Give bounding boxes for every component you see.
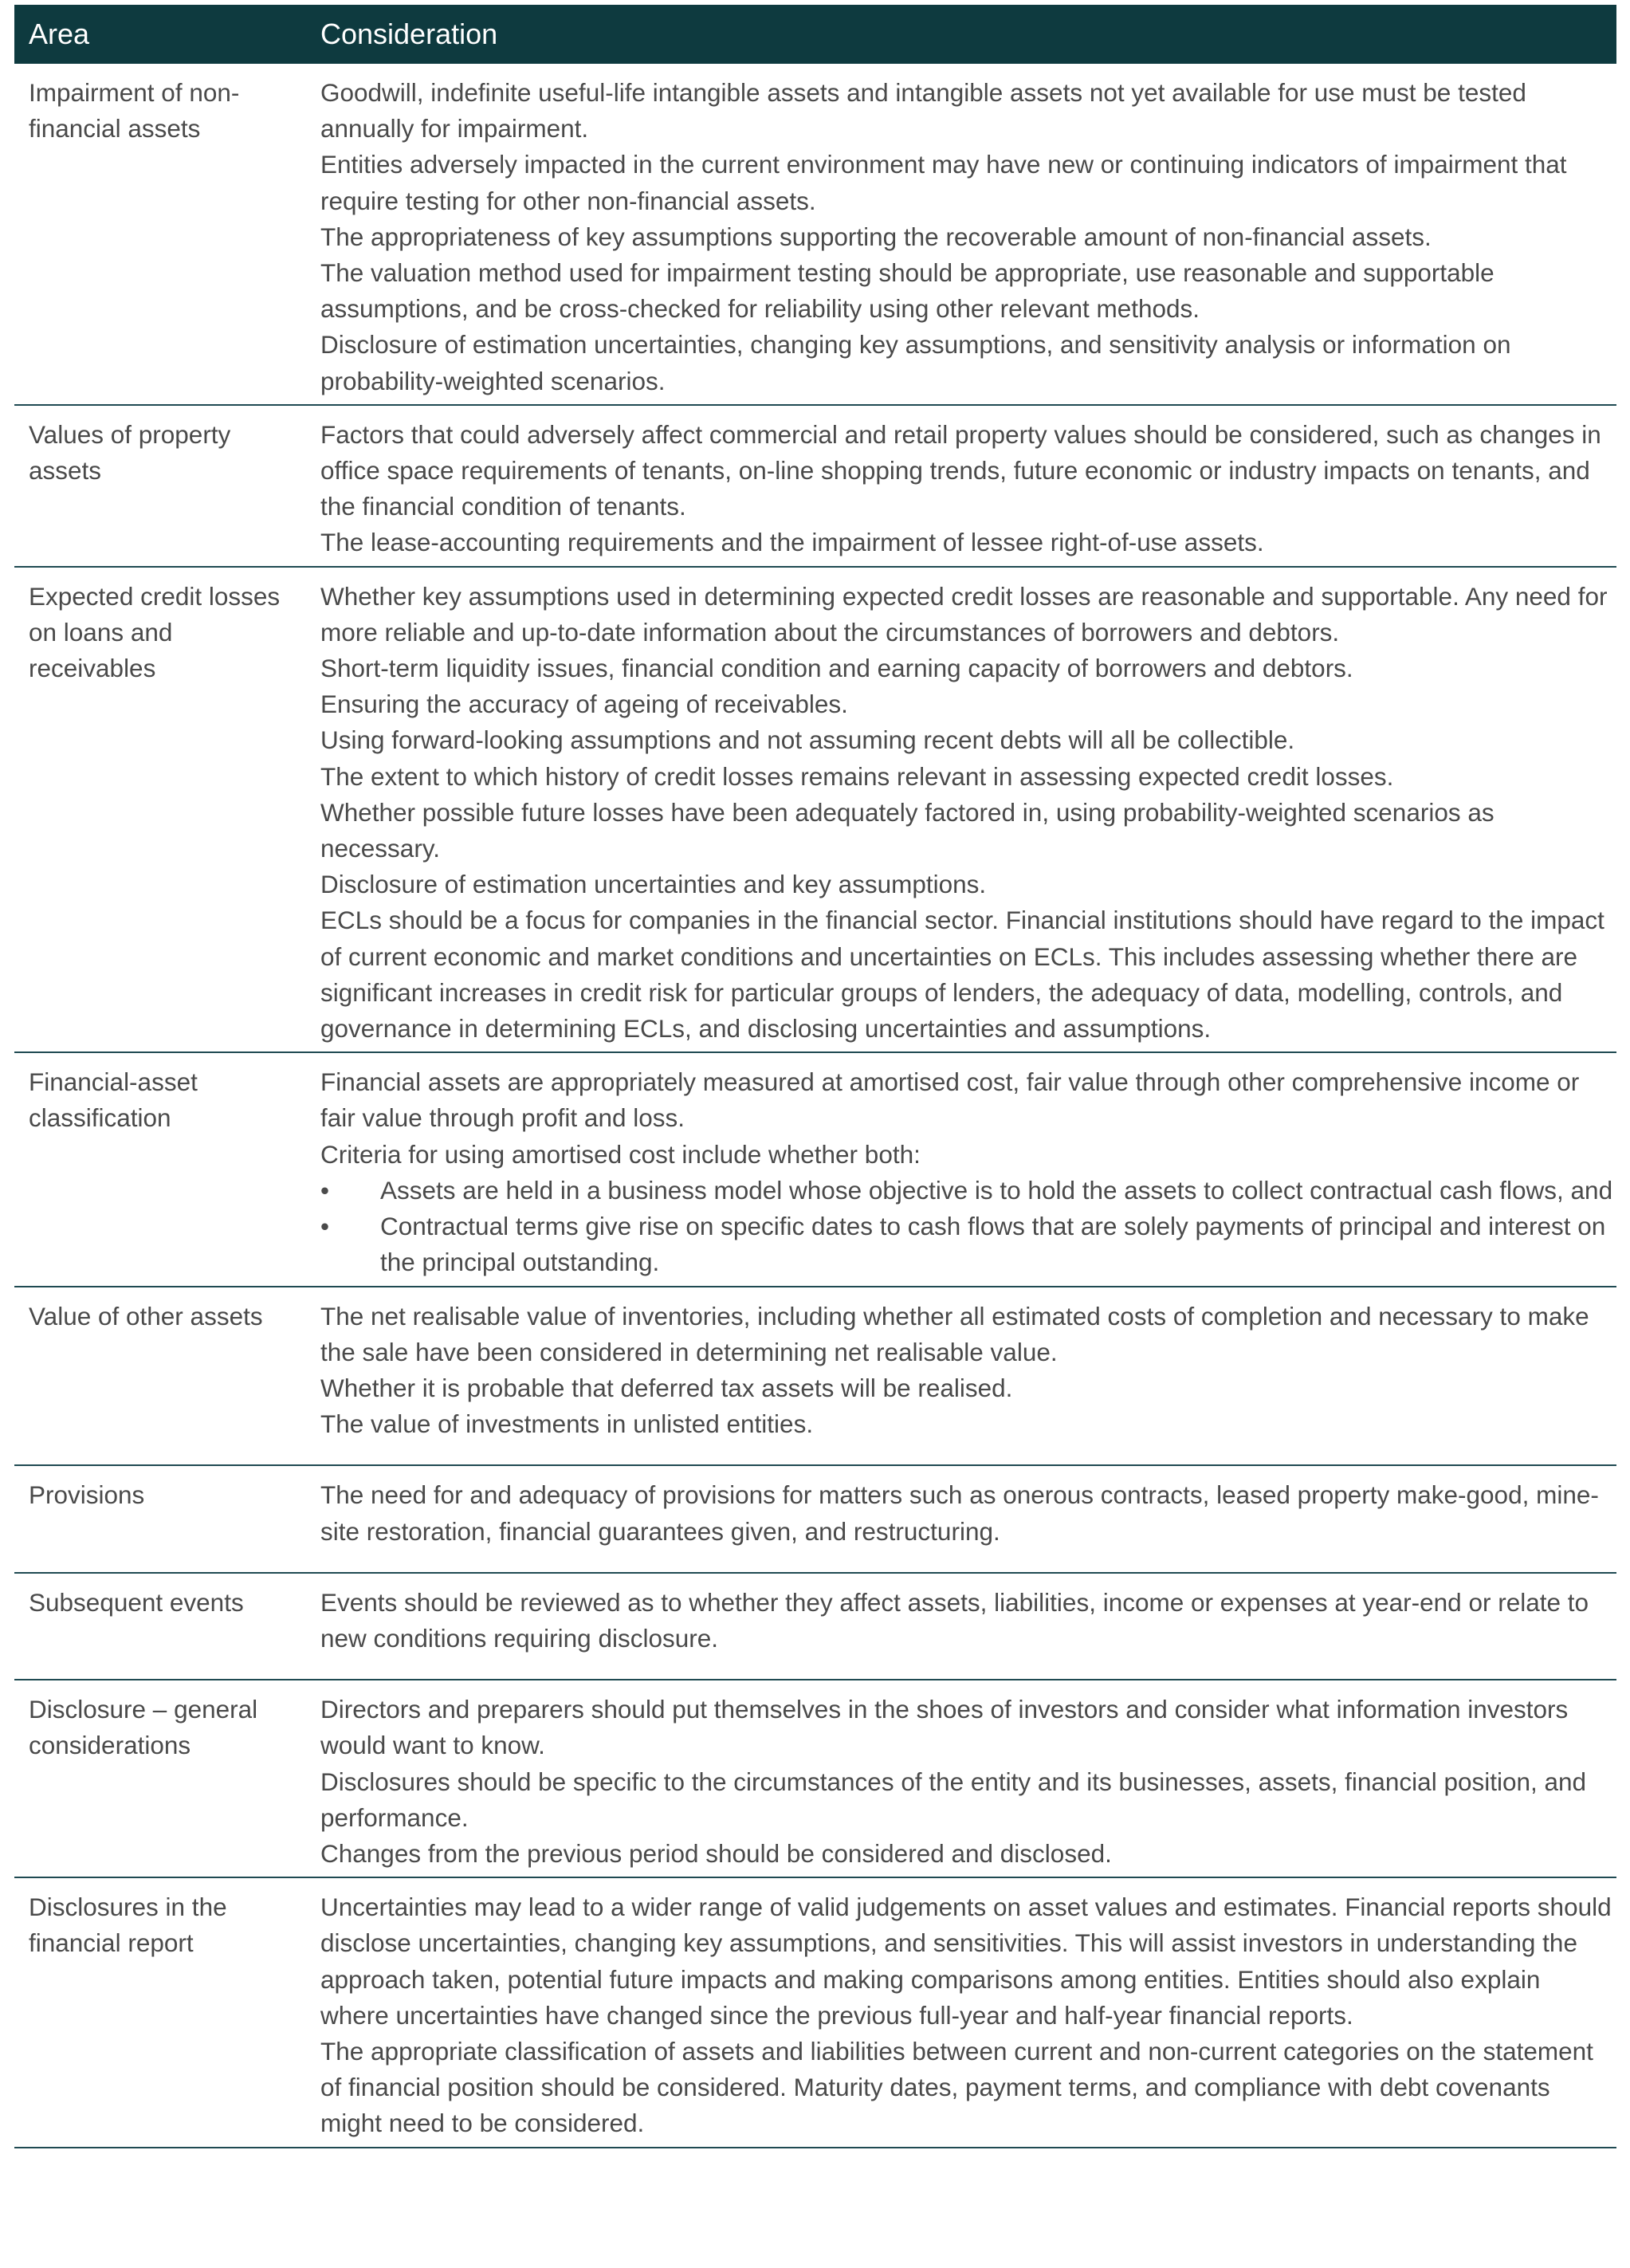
consideration-cell xyxy=(319,1287,1616,1466)
area-cell: Values of property assets xyxy=(14,405,319,567)
consideration-paragraph: Factors that could adversely affect commercial and retail property values should be considered, such as changes in office space requirements of tenants, on-line shopping trends, future economic or industry impacts on tenants, and the financial condition of tenants. xyxy=(320,419,1601,521)
table-row xyxy=(14,1877,1616,2147)
area-cell: Expected credit losses on loans and receivables xyxy=(14,567,319,1053)
consideration-paragraph: The lease-accounting requirements and the impairment of lessee right-of-use assets. xyxy=(320,528,1264,557)
consideration-paragraph: Ensuring the accuracy of ageing of receivables. xyxy=(320,690,848,719)
consideration-cell xyxy=(319,1877,1616,2147)
table-row xyxy=(14,1680,1616,1877)
consideration-paragraph: Short-term liquidity issues, financial condition and earning capacity of borrowers and debtors. xyxy=(320,654,1353,683)
consideration-cell xyxy=(319,405,1616,567)
consideration-paragraph: Using forward-looking assumptions and not assuming recent debts will all be collectible. xyxy=(320,725,1295,755)
area-cell: Subsequent events xyxy=(14,1573,319,1680)
consideration-paragraph: Criteria for using amortised cost include whether both: xyxy=(320,1139,921,1169)
considerations-table xyxy=(14,5,1616,2148)
area-cell: Impairment of non-financial assets xyxy=(14,64,319,405)
consideration-paragraph: Changes from the previous period should be considered and disclosed. xyxy=(320,1838,1112,1868)
consideration-paragraph: Disclosure of estimation uncertainties, changing key assumptions, and sensitivity analysis or information on probability-weighted scenarios. xyxy=(320,330,1511,395)
table-header xyxy=(14,5,1616,64)
consideration-paragraph: Disclosures should be specific to the circumstances of the entity and its businesses, assets, financial position, and performance. xyxy=(320,1767,1587,1832)
consideration-paragraph: The net realisable value of inventories, including whether all estimated costs of completion and necessary to make the sale have been considered in determining net realisable value. xyxy=(320,1301,1589,1366)
bullet-list-item xyxy=(320,1173,1613,1209)
table-body xyxy=(14,64,1616,2148)
consideration-paragraph: Uncertainties may lead to a wider range of valid judgements on asset values and estimates. Financial reports should disclose uncertainties, changing key assumptions, and sensitivities. This will assist investors in understanding the approach taken, potential future impacts and making comparisons among entities. Entities should also explain where uncertainties have changed since the previous full-year and half-year financial reports. xyxy=(320,1893,1612,2030)
consideration-paragraph: The value of investments in unlisted entities. xyxy=(320,1409,814,1439)
table-row xyxy=(14,567,1616,1053)
consideration-paragraph: Directors and preparers should put themselves in the shoes of investors and consider what information investors would want to know. xyxy=(320,1695,1569,1760)
consideration-cell xyxy=(319,567,1616,1053)
consideration-paragraph: The valuation method used for impairment testing should be appropriate, use reasonable and supportable assumptions, and be cross-checked for reliability using other relevant methods. xyxy=(320,258,1494,324)
bullet-list-item xyxy=(320,1209,1613,1280)
consideration-paragraph: The need for and adequacy of provisions for matters such as onerous contracts, leased property make-good, mine-site restoration, financial guarantees given, and restructuring. xyxy=(320,1480,1599,1546)
consideration-cell xyxy=(319,64,1616,405)
bullet-text: Contractual terms give rise on specific dates to cash flows that are solely payments of principal and interest on the principal outstanding. xyxy=(380,1212,1606,1277)
consideration-paragraph: The appropriate classification of assets and liabilities between current and non-current categories on the statement of financial position should be considered. Maturity dates, payment terms, and compliance with debt covenants might need to be considered. xyxy=(320,2036,1593,2138)
consideration-cell xyxy=(319,1573,1616,1680)
table-row xyxy=(14,64,1616,405)
consideration-paragraph: Whether possible future losses have been adequately factored in, using probability-weighted scenarios as necessary. xyxy=(320,797,1494,863)
area-cell: Financial-asset classification xyxy=(14,1052,319,1286)
bullet-icon: • xyxy=(320,1175,330,1205)
consideration-paragraph: Events should be reviewed as to whether they affect assets, liabilities, income or expenses at year-end or relate to new conditions requiring disclosure. xyxy=(320,1587,1589,1653)
consideration-cell xyxy=(319,1465,1616,1572)
consideration-paragraph: Goodwill, indefinite useful-life intangible assets and intangible assets not yet available for use must be tested annually for impairment. xyxy=(320,78,1526,143)
bullet-text: Assets are held in a business model whose objective is to hold the assets to collect contractual cash flows, and xyxy=(380,1175,1613,1205)
table-row xyxy=(14,405,1616,567)
table-row xyxy=(14,1052,1616,1286)
consideration-cell xyxy=(319,1052,1616,1286)
table-row xyxy=(14,1465,1616,1572)
consideration-paragraph: Disclosure of estimation uncertainties and key assumptions. xyxy=(320,870,987,899)
consideration-paragraph: The appropriateness of key assumptions supporting the recoverable amount of non-financial assets. xyxy=(320,222,1432,251)
area-cell: Value of other assets xyxy=(14,1287,319,1466)
consideration-paragraph: Financial assets are appropriately measured at amortised cost, fair value through other comprehensive income or fair value through profit and loss. xyxy=(320,1067,1580,1133)
bullet-icon: • xyxy=(320,1212,330,1241)
area-cell: Provisions xyxy=(14,1465,319,1572)
consideration-paragraph: ECLs should be a focus for companies in the financial sector. Financial institutions should have regard to the impact of current economic and market conditions and uncertainties on ECLs. This includes assessing whether there are significant increases in credit risk for particular groups of lenders, the adequacy of data, modelling, controls, and governance in determining ECLs, and disclosing uncertainties and assumptions. xyxy=(320,906,1604,1044)
consideration-paragraph: Whether key assumptions used in determining expected credit losses are reasonable and supportable. Any need for more reliable and up-to-date information about the circumstances of borrowers and debtors. xyxy=(320,581,1608,647)
area-cell: Disclosure – general considerations xyxy=(14,1680,319,1877)
table-row xyxy=(14,1287,1616,1466)
table-row xyxy=(14,1573,1616,1680)
area-column-header: Area xyxy=(14,5,319,64)
consideration-column-header: Consideration xyxy=(319,5,1616,64)
header-row xyxy=(14,5,1616,64)
consideration-paragraph: Whether it is probable that deferred tax assets will be realised. xyxy=(320,1373,1013,1402)
consideration-cell xyxy=(319,1680,1616,1877)
consideration-paragraph: The extent to which history of credit losses remains relevant in assessing expected credit losses. xyxy=(320,761,1394,791)
area-cell: Disclosures in the financial report xyxy=(14,1877,319,2147)
consideration-paragraph: Entities adversely impacted in the current environment may have new or continuing indicators of impairment that require testing for other non-financial assets. xyxy=(320,150,1567,215)
